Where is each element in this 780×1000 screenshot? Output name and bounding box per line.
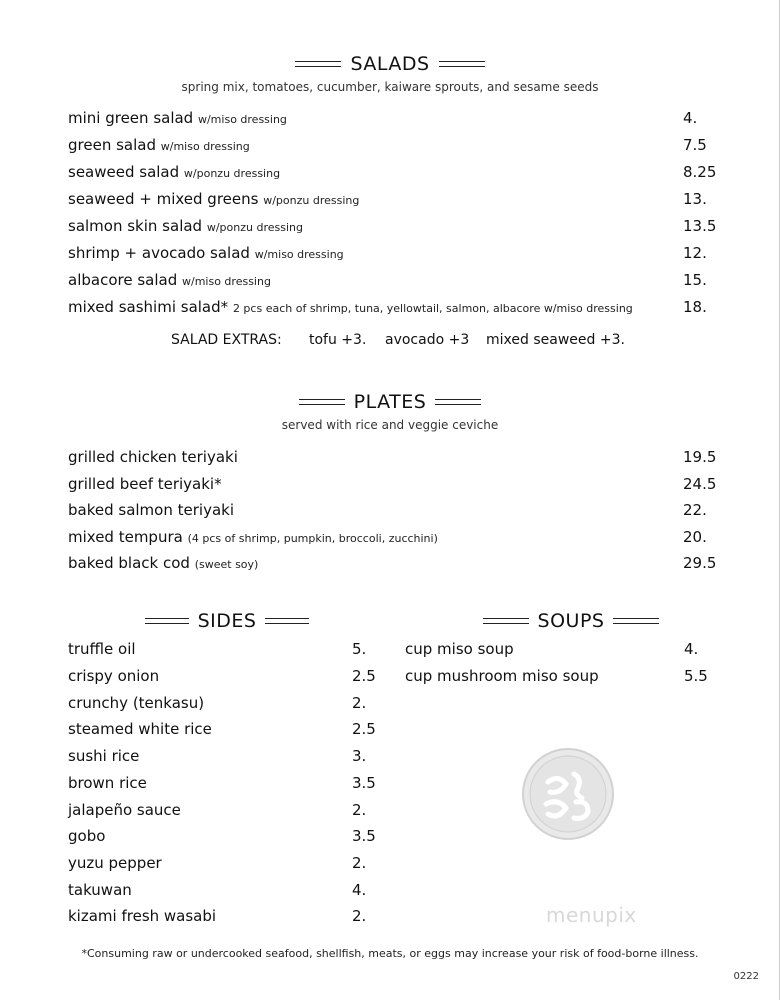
item-name: grilled chicken teriyaki bbox=[68, 448, 238, 466]
item-name: mini green salad bbox=[68, 109, 194, 127]
item-price: 2. bbox=[352, 907, 367, 925]
item-name: truffle oil bbox=[68, 640, 136, 658]
item-note: (sweet soy) bbox=[194, 558, 259, 571]
watermark: menupix bbox=[546, 903, 637, 927]
item-name: salmon skin salad bbox=[68, 217, 203, 235]
menu-item bbox=[68, 853, 378, 873]
item-name: cup miso soup bbox=[405, 640, 514, 658]
plates-subtitle: served with rice and veggie ceviche bbox=[281, 418, 499, 432]
item-note: (4 pcs of shrimp, pumpkin, broccoli, zucchini) bbox=[187, 532, 438, 545]
salad-extra-item: tofu +3. bbox=[309, 332, 367, 348]
menu-item bbox=[68, 108, 708, 128]
menu-item bbox=[68, 243, 708, 263]
item-price: 2. bbox=[352, 854, 367, 872]
item-note: w/miso dressing bbox=[160, 140, 250, 153]
item-name: green salad bbox=[68, 136, 156, 154]
plates-header bbox=[0, 390, 780, 414]
item-price: 3. bbox=[352, 747, 367, 765]
item-name: takuwan bbox=[68, 881, 132, 899]
header-rule-right bbox=[613, 618, 659, 624]
item-name: steamed white rice bbox=[68, 720, 212, 738]
item-note: w/miso dressing bbox=[182, 275, 271, 288]
seal-graphic bbox=[526, 752, 610, 836]
restaurant-seal-icon bbox=[522, 748, 614, 840]
menu-item bbox=[68, 270, 708, 290]
salad-extras-label: SALAD EXTRAS: bbox=[171, 332, 282, 348]
soups-header bbox=[483, 609, 659, 633]
sides-title: SIDES bbox=[197, 610, 257, 632]
header-rule-right bbox=[265, 618, 309, 624]
item-price: 13. bbox=[683, 190, 707, 208]
menu-item bbox=[68, 880, 378, 900]
salad-extra-item: mixed seaweed +3. bbox=[486, 332, 625, 348]
item-price: 4. bbox=[352, 881, 367, 899]
item-name: jalapeño sauce bbox=[68, 801, 181, 819]
item-name: yuzu pepper bbox=[68, 854, 162, 872]
item-note: w/ponzu dressing bbox=[263, 194, 360, 207]
menu-item bbox=[68, 162, 717, 182]
menu-item bbox=[68, 906, 378, 926]
item-price: 24.5 bbox=[683, 475, 717, 493]
item-note: w/miso dressing bbox=[197, 113, 287, 126]
salads-title: SALADS bbox=[350, 53, 430, 75]
item-note: w/ponzu dressing bbox=[206, 221, 303, 234]
item-price: 3.5 bbox=[352, 827, 376, 845]
menu-item bbox=[68, 500, 718, 520]
menu-item bbox=[68, 135, 708, 155]
header-rule-right bbox=[435, 399, 481, 405]
menu-item bbox=[68, 639, 378, 659]
item-price: 12. bbox=[683, 244, 707, 262]
item-price: 18. bbox=[683, 298, 707, 316]
salad-extras bbox=[0, 330, 780, 350]
item-price: 4. bbox=[683, 109, 698, 127]
menu-item bbox=[68, 189, 708, 209]
menu-item bbox=[68, 693, 378, 713]
menu-item bbox=[68, 800, 378, 820]
menu-item bbox=[68, 666, 378, 686]
item-price: 2. bbox=[352, 694, 367, 712]
item-price: 3.5 bbox=[352, 774, 376, 792]
footer-disclaimer: *Consuming raw or undercooked seafood, shellfish, meats, or eggs may increase your risk of food-borne illness. bbox=[81, 947, 699, 960]
item-name: crunchy (tenkasu) bbox=[68, 694, 205, 712]
soups-title: SOUPS bbox=[537, 610, 605, 632]
item-name: grilled beef teriyaki* bbox=[68, 475, 222, 493]
salads-subtitle: spring mix, tomatoes, cucumber, kaiware sprouts, and sesame seeds bbox=[181, 80, 599, 94]
item-price: 29.5 bbox=[683, 554, 717, 572]
menu-item bbox=[68, 746, 378, 766]
item-price: 7.5 bbox=[683, 136, 707, 154]
item-price: 2.5 bbox=[352, 720, 376, 738]
item-name: crispy onion bbox=[68, 667, 160, 685]
item-name: mixed sashimi salad* bbox=[68, 298, 229, 316]
item-price: 2. bbox=[352, 801, 367, 819]
menu-item bbox=[68, 553, 718, 573]
menu-item bbox=[68, 527, 718, 547]
item-price: 19.5 bbox=[683, 448, 717, 466]
menu-item bbox=[68, 297, 708, 317]
item-name: sushi rice bbox=[68, 747, 140, 765]
page-number: 0222 bbox=[733, 971, 759, 982]
item-price: 5.5 bbox=[684, 667, 708, 685]
item-name: mixed tempura bbox=[68, 528, 183, 546]
item-note: w/miso dressing bbox=[254, 248, 344, 261]
menu-item bbox=[405, 639, 715, 659]
header-rule-left bbox=[299, 399, 345, 405]
item-price: 15. bbox=[683, 271, 707, 289]
salads-header bbox=[0, 52, 780, 76]
salad-extra-item: avocado +3 bbox=[385, 332, 470, 348]
item-price: 5. bbox=[352, 640, 367, 658]
header-rule-left bbox=[295, 61, 341, 67]
item-name: albacore salad bbox=[68, 271, 178, 289]
item-price: 4. bbox=[684, 640, 699, 658]
item-name: brown rice bbox=[68, 774, 147, 792]
item-note: w/ponzu dressing bbox=[183, 167, 281, 180]
menu-item bbox=[68, 447, 718, 467]
item-price: 20. bbox=[683, 528, 707, 546]
sides-header bbox=[145, 609, 309, 633]
header-rule-right bbox=[439, 61, 485, 67]
item-price: 8.25 bbox=[683, 163, 717, 181]
menu-item bbox=[405, 666, 715, 686]
menu-item bbox=[68, 773, 378, 793]
menu-item bbox=[68, 474, 718, 494]
item-price: 22. bbox=[683, 501, 707, 519]
header-rule-left bbox=[483, 618, 529, 624]
item-note: 2 pcs each of shrimp, tuna, yellowtail, salmon, albacore w/miso dressing bbox=[232, 302, 633, 315]
item-name: baked salmon teriyaki bbox=[68, 501, 234, 519]
item-name: baked black cod bbox=[68, 554, 190, 572]
item-name: shrimp + avocado salad bbox=[68, 244, 250, 262]
item-name: kizami fresh wasabi bbox=[68, 907, 217, 925]
item-name: seaweed + mixed greens bbox=[68, 190, 259, 208]
menu-item bbox=[68, 216, 717, 236]
item-price: 2.5 bbox=[352, 667, 376, 685]
menu-item bbox=[68, 719, 378, 739]
plates-title: PLATES bbox=[353, 391, 427, 413]
item-name: seaweed salad bbox=[68, 163, 180, 181]
item-price: 13.5 bbox=[683, 217, 717, 235]
item-name: cup mushroom miso soup bbox=[405, 667, 599, 685]
item-name: gobo bbox=[68, 827, 106, 845]
header-rule-left bbox=[145, 618, 189, 624]
menu-item bbox=[68, 826, 378, 846]
